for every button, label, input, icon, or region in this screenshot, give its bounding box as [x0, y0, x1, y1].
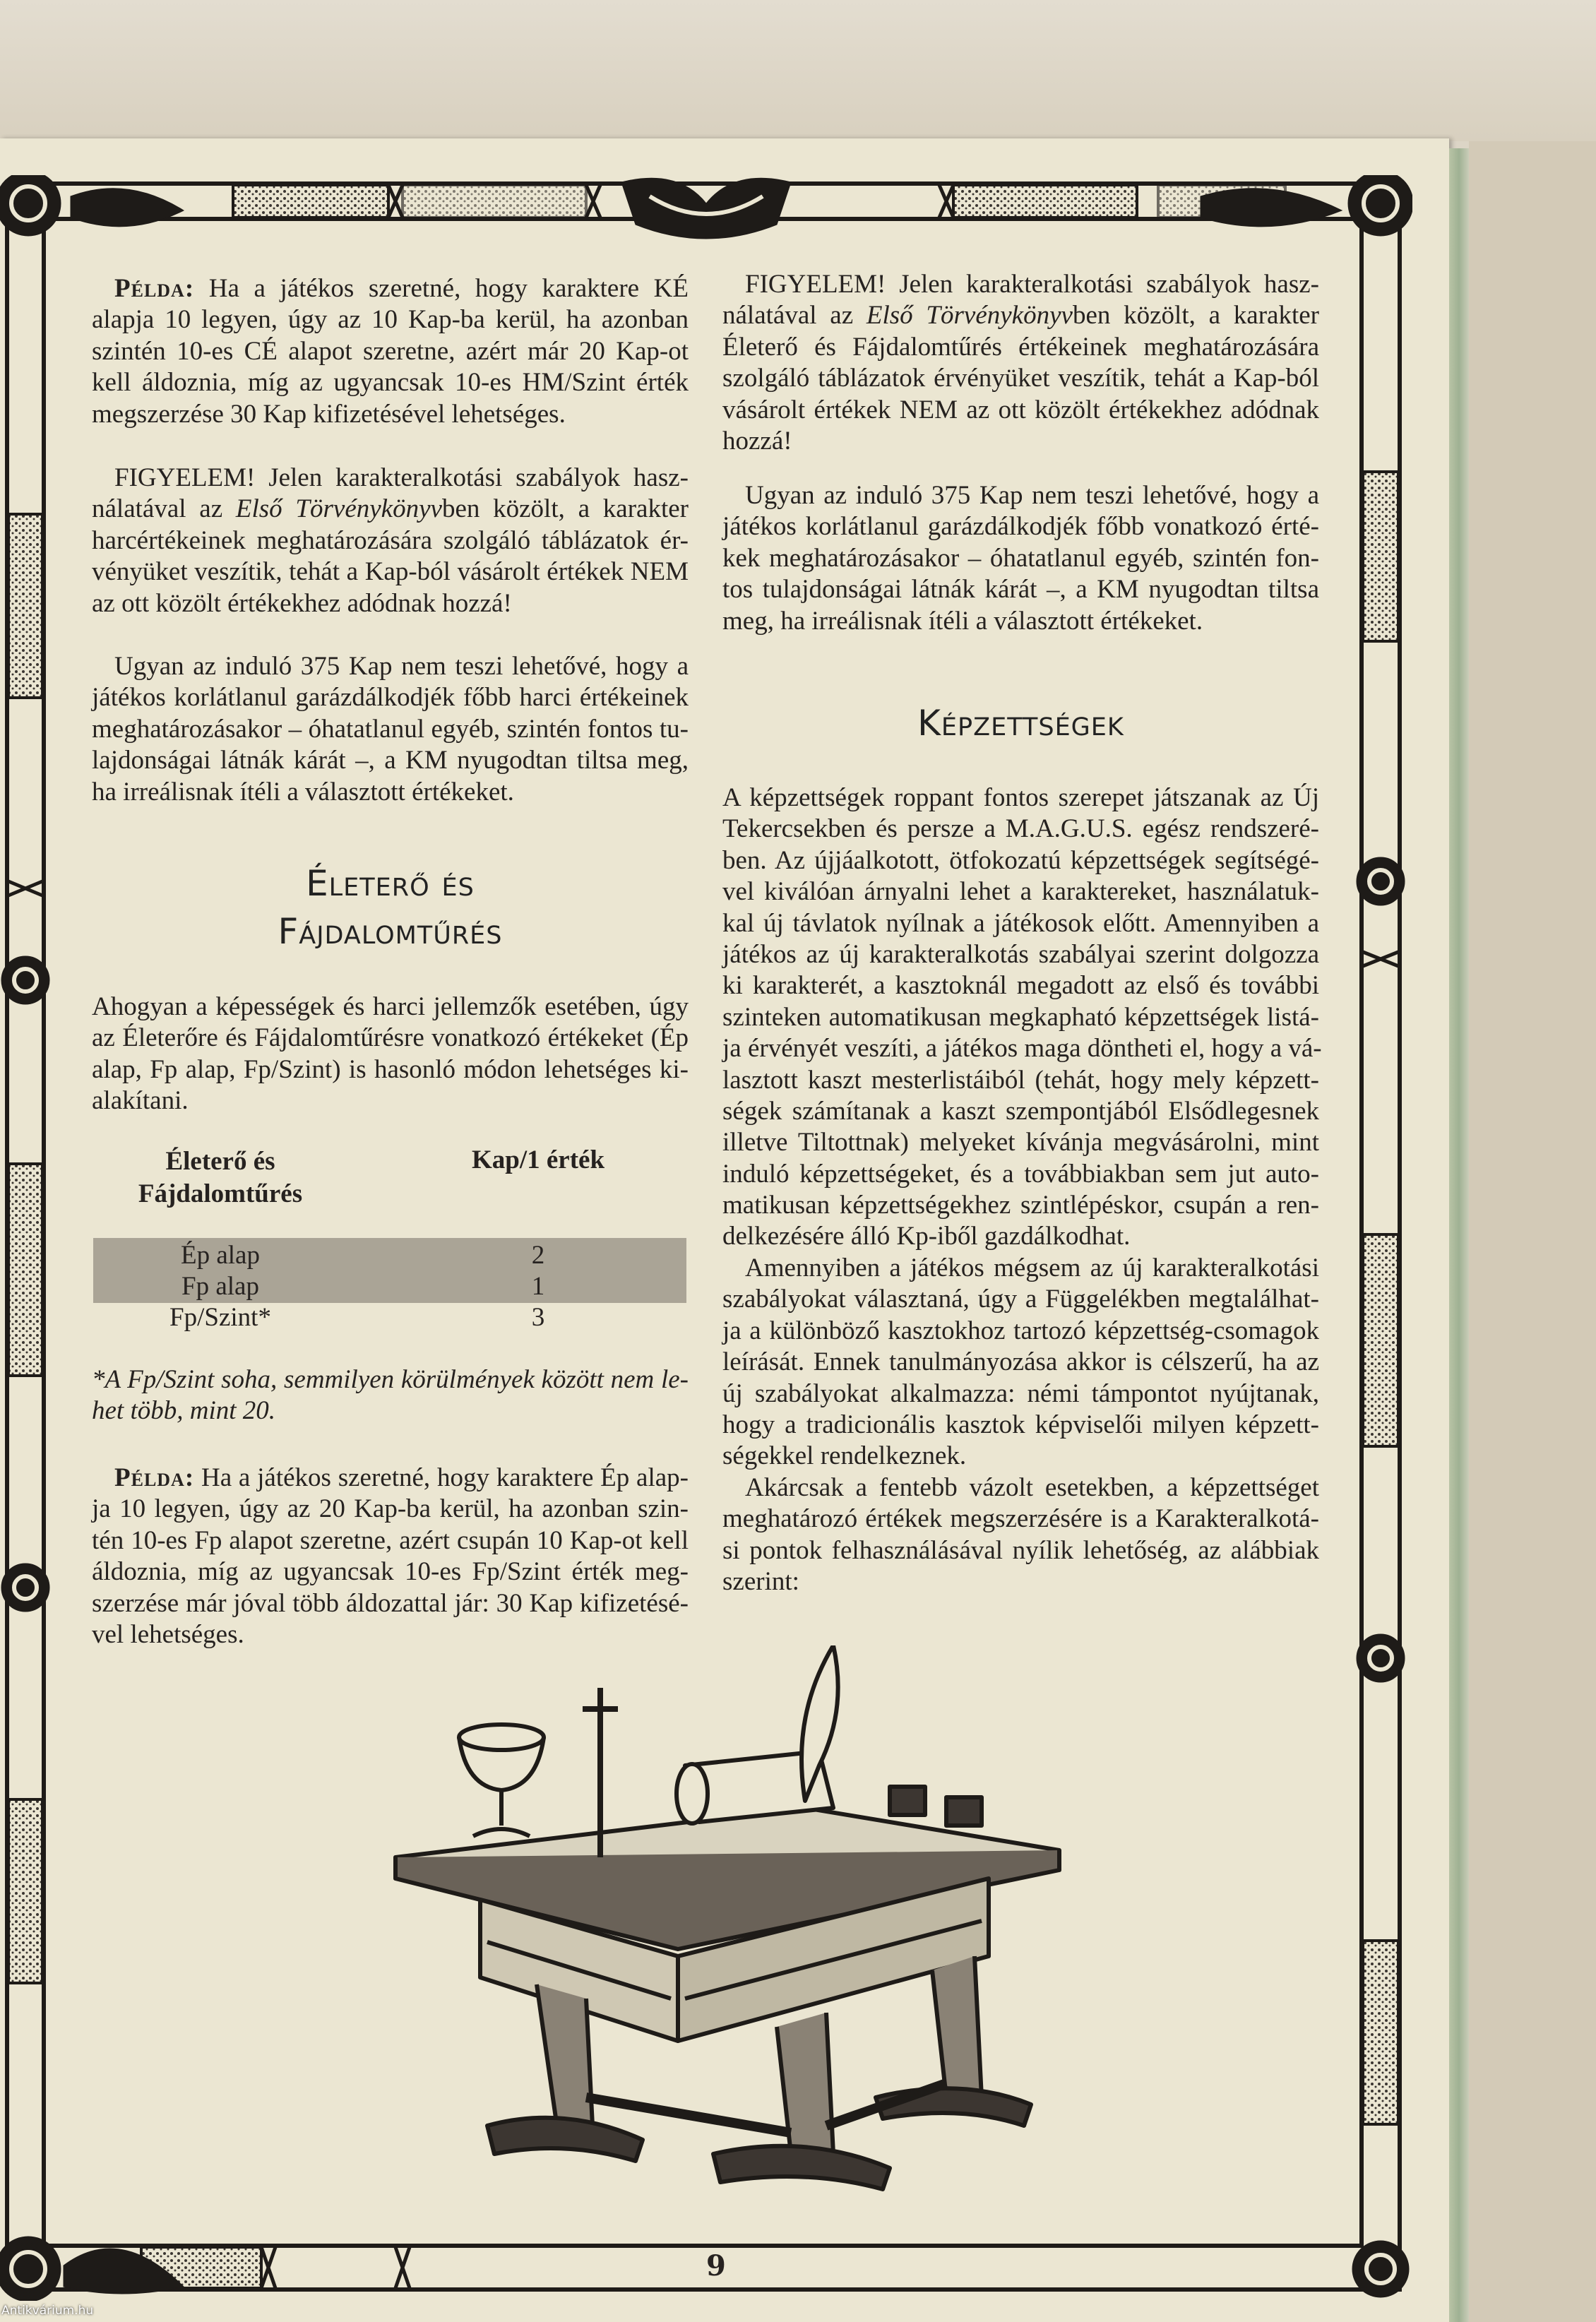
text-line: kell áldoznia, míg az ugyancsak 10-es HM/Szint érték: [92, 368, 689, 398]
text-line: ségek számítanak a kaszt szempontjából Elsődlegesnek: [722, 1096, 1319, 1126]
table-header-attribute: [93, 1145, 347, 1210]
text-line: harcértékeinek meghatározására szolgáló táblázatok ér-: [92, 525, 689, 555]
book-title: Első Törvénykönyv: [866, 301, 1073, 331]
text-span: ben közölt, a karakter: [1072, 301, 1319, 331]
table-cell-value: 2: [531, 1241, 545, 1270]
text-line: ha irreálisnak ítéli a választott értékeket.: [92, 777, 514, 806]
text-line: játékos az új karakteralkotás szabályai szerint dolgozza: [722, 939, 1319, 969]
starting-points-paragraph-right: [722, 480, 1319, 637]
text-line: szintén 10-es CÉ alapot szeretne, azért már 20 Kap-ot: [92, 336, 689, 366]
text-line: [92, 494, 689, 525]
text-line: matikusan képzettségekhez szintlépéskor, csupán a ren-: [722, 1191, 1319, 1220]
text-line: alakítani.: [92, 1086, 189, 1116]
table-footnote: [92, 1364, 689, 1427]
text-line: áldoznia, míg az ugyancsak 10-es Fp/Szint érték meg-: [92, 1557, 689, 1587]
text-line: ki karakterét, a kasztoknál megadott az első és további: [722, 971, 1319, 1001]
text-line: delkezésére álló Kp-iből gazdálkodhat.: [722, 1222, 1131, 1251]
table-cell-name: Ép alap: [181, 1241, 260, 1270]
text-span: ben közölt, a karakter: [441, 494, 689, 524]
background-right: [1469, 141, 1596, 2322]
text-line: ben. Az újjáalkotott, ötfokozatú képzettségek segítségé-: [722, 845, 1319, 875]
text-line: az ott közölt értékekhez adódnak hozzá!: [92, 588, 512, 618]
text-line: [722, 300, 1319, 331]
text-line: vásárolt értékek NEM az ott közölt értékekhez adódnak: [722, 395, 1319, 424]
text-line: Ugyan az induló 375 Kap nem teszi lehetővé, hogy a: [745, 481, 1319, 510]
table-row: [93, 1302, 686, 1333]
page-number: 9: [706, 2249, 726, 2282]
section-heading-eletero-line1: Életerő és: [306, 863, 475, 904]
text-line: Ahogyan a képességek és harci jellemzők esetében, úgy: [92, 992, 689, 1021]
text-line: A képzettségek roppant fontos szerepet játszanak az Új: [722, 783, 1319, 812]
text-line: induló képzettségeket, és a továbbiakban sem jut auto-: [722, 1159, 1319, 1189]
book-title: Első Törvénykönyv: [235, 494, 442, 524]
text-line: ségekkel rendelkeznek.: [722, 1441, 967, 1471]
section-heading-kepzettsegek: Képzettségek: [917, 703, 1124, 744]
skills-intro-paragraph: [722, 782, 1322, 1253]
skills-alternative-paragraph: [722, 1253, 1319, 1472]
example-paragraph-1: [92, 273, 689, 430]
text-line: kek meghatározásakor – óhatatlanul egyéb, szintén fon-: [722, 543, 1319, 573]
text-line: tos tulajdonságai látnák kárát –, a KM nyugodtan tiltsa: [722, 575, 1319, 605]
text-line: Amennyiben a játékos mégsem az új karakteralkotási: [745, 1254, 1319, 1282]
text-line: Ugyan az induló 375 Kap nem teszi lehetővé, hogy a: [114, 652, 689, 681]
text-line: illetve Tiltottnak) melyeket kívánja megvásárolni, mint: [722, 1128, 1319, 1157]
text-line: [92, 1463, 689, 1494]
text-line: *A Fp/Szint soha, semmilyen körülmények között nem le-: [92, 1365, 689, 1394]
text-line: Akárcsak a fentebb vázolt esetekben, a képzettséget: [745, 1473, 1319, 1502]
text-line: játékos korlátlanul garázdálkodjék főbb harci értékeinek: [92, 683, 689, 713]
text-span: nálatával az: [92, 494, 236, 524]
background-top: [0, 0, 1596, 141]
table-header-cost: Kap/1 érték: [471, 1145, 605, 1174]
skills-purchase-paragraph: [722, 1472, 1319, 1598]
table-cell-name: Fp alap: [181, 1272, 259, 1301]
text-line: het több, mint 20.: [92, 1396, 276, 1426]
text-line: szolgáló táblázatok érvényüket veszítik, tehát a Kap-ból: [722, 364, 1319, 393]
section-heading-eletero-line2: Fájdalomtűrés: [278, 911, 503, 952]
text-line: hozzá!: [722, 426, 792, 456]
text-line: vel kiválóan árnyalni lehet a karaktereket, használatuk-: [722, 877, 1319, 907]
text-line: tén 10-es Fp alapot szeretne, azért csupán 10 Kap-ot kell: [92, 1525, 689, 1555]
text-line: FIGYELEM! Jelen karakteralkotási szabályok hasz-: [745, 270, 1319, 299]
text-line: vényüket veszítik, tehát a Kap-ból vásárolt értékek NEM: [92, 557, 689, 587]
text-line: ja érvényét veszíti, a játékos maga döntheti el, hogy a vá-: [722, 1034, 1322, 1064]
table-header-attribute-line1: Életerő és: [165, 1147, 275, 1176]
table-cell-value: 3: [531, 1303, 545, 1332]
warning-paragraph-left: [92, 463, 689, 619]
text-line: FIGYELEM! Jelen karakteralkotási szabályok hasz-: [114, 463, 689, 492]
table-header-attribute-line2: Fájdalomtűrés: [138, 1179, 303, 1208]
text-line: alapja 10 legyen, úgy az 10 Kap-ba kerül, ha azonban: [92, 305, 689, 335]
text-line: szabályokat választaná, úgy a Függelékben megtalálhat-: [722, 1285, 1319, 1314]
text-line: meg, ha irreálisnak ítéli a választott értékeket.: [722, 606, 1203, 636]
table-cell-name: Fp/Szint*: [169, 1303, 271, 1332]
text-line: leírását. Ennek tanulmányozása akkor is célszerű, ha az: [722, 1347, 1319, 1377]
text-line: meghatározó értékek megszerzésére is a Karakteralkotá-: [722, 1504, 1319, 1534]
text-line: szerint:: [722, 1567, 799, 1597]
eletero-intro-paragraph: [92, 992, 689, 1117]
text-line: Tekercsekben és persze a M.A.G.U.S. egész rendszeré-: [722, 814, 1319, 844]
text-line: ja 10 legyen, úgy az 20 Kap-ba kerül, ha azonban szin-: [92, 1494, 689, 1524]
text-line: játékos korlátlanul garázdálkodjék főbb vonatkozó érté-: [722, 512, 1319, 542]
warning-paragraph-right: [722, 269, 1319, 457]
starting-points-paragraph-left: [92, 651, 689, 808]
example-label: Példa:: [114, 274, 195, 303]
example-paragraph-2: [92, 1463, 689, 1650]
watermark: Antikvárium.hu: [1, 2304, 94, 2318]
table-row: [93, 1240, 686, 1271]
example-label: Példa:: [114, 1463, 195, 1492]
text-line: kal új távlatok nyílnak a játékosok előtt. Amennyiben a: [722, 908, 1319, 938]
text-line: ja a különböző kasztokhoz tartozó képzettség-csomagok: [722, 1316, 1319, 1345]
text-span: Ha a játékos szeretné, hogy karaktere KÉ: [208, 274, 689, 303]
text-line: új szabályokat alkalmazza: némi támpontot nyújtanak,: [722, 1379, 1319, 1408]
book-cover-edge: [1449, 148, 1469, 2322]
text-line: lajdonságai látnák kárát –, a KM nyugodtan tiltsa meg,: [92, 746, 689, 775]
text-line: szinteken automatikusan megkapható képzettségek listá-: [722, 1002, 1319, 1032]
table-cell-value: 1: [531, 1272, 545, 1301]
text-line: az Életerőre és Fájdalomtűrésre vonatkozó értékeket (Ép: [92, 1023, 689, 1053]
text-line: Életerő és Fájdalomtűrés értékeinek meghatározására: [722, 332, 1319, 362]
text-span: Ha a játékos szeretné, hogy karaktere Ép alap-: [201, 1463, 689, 1492]
text-line: hogy a tradicionális kasztok képviselői milyen képzett-: [722, 1410, 1319, 1439]
text-line: [92, 273, 689, 304]
table-row: [93, 1271, 686, 1302]
text-line: meghatározásakor – óhatatlanul egyéb, szintén fontos tu-: [92, 714, 689, 744]
text-line: si pontok felhasználásával nyílik lehetőség, az alábbiak: [722, 1535, 1319, 1565]
text-line: vel lehetséges.: [92, 1619, 244, 1649]
text-span: nálatával az: [722, 301, 867, 331]
desk-illustration: [381, 1645, 1073, 2210]
text-line: szerzése már jóval több áldozattal jár: 30 Kap kifizetésé-: [92, 1588, 689, 1618]
text-line: megszerzése 30 Kap kifizetésével lehetséges.: [92, 399, 566, 429]
text-line: lasztott kaszt mesterlistáiból (tehát, hogy mely képzett-: [722, 1065, 1319, 1095]
text-line: alap, Fp alap, Fp/Szint) is hasonló módon lehetséges ki-: [92, 1054, 689, 1084]
